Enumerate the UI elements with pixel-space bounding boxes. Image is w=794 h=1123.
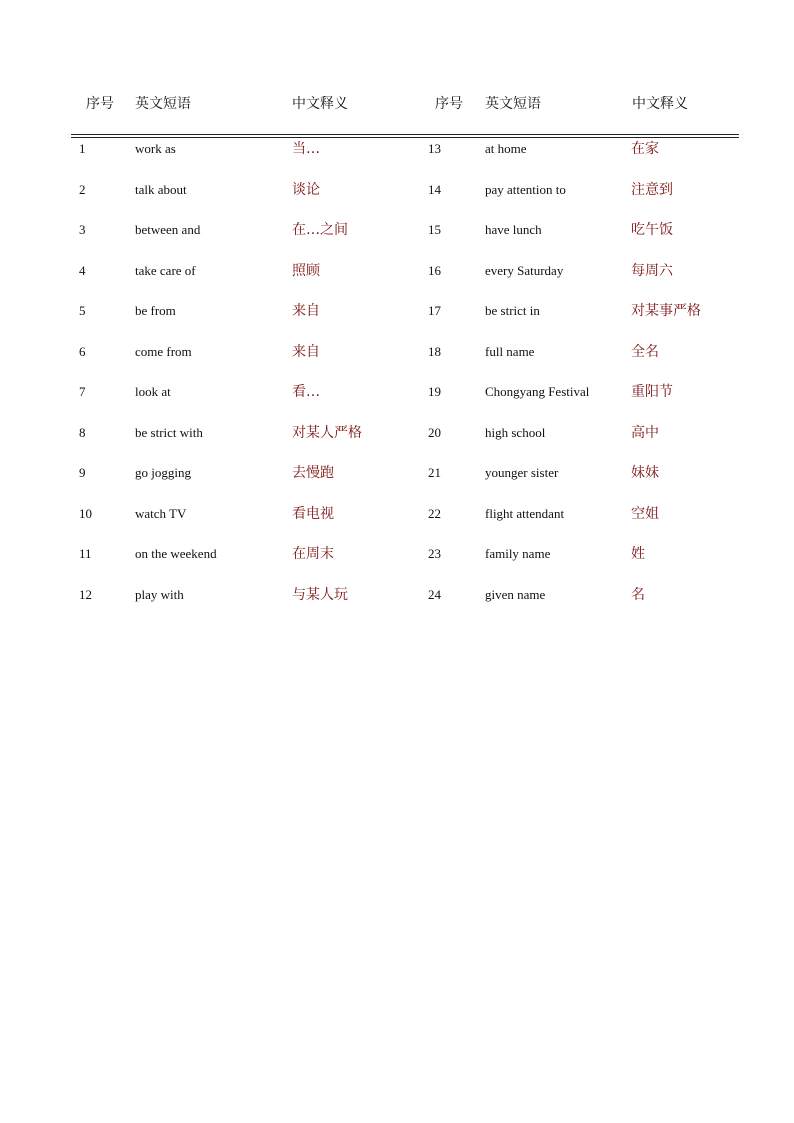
row-english-right: full name	[485, 343, 535, 359]
header-number-left: 序号	[86, 96, 114, 112]
header-number-right: 序号	[435, 96, 463, 112]
row-english-left: between and	[135, 222, 201, 237]
row-chinese-right: 高中	[631, 424, 659, 441]
row-english-right: every Saturday	[485, 262, 564, 278]
row-number-right: 18	[428, 343, 441, 359]
row-number-left: 11	[79, 546, 92, 561]
table-row	[0, 422, 794, 462]
row-number-left: 6	[79, 343, 86, 359]
row-number-right: 17	[428, 303, 441, 318]
row-number-right: 15	[428, 222, 441, 237]
row-number-right: 21	[428, 465, 441, 480]
row-english-right: flight attendant	[485, 505, 565, 521]
row-number-left: 12	[79, 586, 92, 602]
row-chinese-left: 来自	[292, 343, 320, 360]
header-chinese-right: 中文释义	[632, 96, 688, 112]
row-english-right: be strict in	[485, 303, 540, 318]
table-row	[0, 300, 794, 340]
row-chinese-left: 在…之间	[292, 222, 348, 238]
row-english-left: on the weekend	[135, 546, 217, 561]
row-number-right: 23	[428, 546, 441, 561]
row-number-left: 7	[79, 384, 86, 399]
row-chinese-left: 在周末	[292, 546, 334, 562]
row-chinese-right: 姓	[631, 546, 645, 562]
table-row	[0, 219, 794, 259]
row-chinese-left: 与某人玩	[292, 586, 348, 603]
header-rule-top	[71, 134, 739, 135]
row-chinese-right: 空姐	[631, 505, 659, 522]
table-row	[0, 138, 794, 178]
row-english-right: high school	[485, 424, 546, 440]
table-row	[0, 543, 794, 583]
row-chinese-right: 妹妹	[631, 465, 659, 481]
row-english-left: play with	[135, 586, 184, 602]
row-english-right: family name	[485, 546, 551, 561]
row-chinese-left: 来自	[292, 303, 320, 319]
row-chinese-left: 照顾	[292, 262, 320, 279]
row-english-left: work as	[135, 141, 176, 156]
row-chinese-left: 看电视	[292, 505, 334, 522]
row-english-left: watch TV	[135, 505, 187, 521]
row-chinese-left: 对某人严格	[292, 424, 362, 441]
row-english-right: Chongyang Festival	[485, 384, 590, 399]
row-english-left: be strict with	[135, 424, 203, 440]
table-row	[0, 260, 794, 300]
row-number-right: 14	[428, 181, 441, 197]
row-number-left: 10	[79, 505, 92, 521]
table-row	[0, 462, 794, 502]
row-number-left: 4	[79, 262, 86, 278]
table-row	[0, 179, 794, 219]
row-number-right: 16	[428, 262, 441, 278]
row-english-right: have lunch	[485, 222, 542, 237]
row-chinese-right: 注意到	[631, 181, 673, 198]
row-number-right: 20	[428, 424, 441, 440]
row-number-left: 9	[79, 465, 86, 480]
row-number-left: 3	[79, 222, 86, 237]
row-chinese-right: 在家	[631, 141, 659, 157]
table-header	[0, 92, 794, 116]
row-number-right: 19	[428, 384, 441, 399]
header-english-right: 英文短语	[485, 96, 541, 112]
row-chinese-left: 去慢跑	[292, 465, 334, 481]
row-english-left: go jogging	[135, 465, 191, 480]
row-chinese-right: 名	[631, 586, 645, 603]
row-number-right: 22	[428, 505, 441, 521]
row-english-left: take care of	[135, 262, 196, 278]
row-english-right: pay attention to	[485, 181, 566, 197]
row-english-right: given name	[485, 586, 546, 602]
row-english-right: at home	[485, 141, 527, 156]
row-english-left: come from	[135, 343, 192, 359]
row-number-left: 1	[79, 141, 86, 156]
table-row	[0, 503, 794, 543]
table-row	[0, 584, 794, 624]
row-chinese-right: 吃午饭	[631, 222, 673, 238]
row-chinese-left: 当…	[292, 141, 320, 157]
row-number-left: 8	[79, 424, 86, 440]
row-english-right: younger sister	[485, 465, 559, 480]
row-number-right: 13	[428, 141, 441, 156]
row-chinese-left: 谈论	[292, 181, 320, 198]
table-row	[0, 381, 794, 421]
header-chinese-left: 中文释义	[292, 96, 348, 112]
row-chinese-right: 重阳节	[631, 384, 673, 400]
row-number-left: 2	[79, 181, 86, 197]
row-chinese-right: 全名	[631, 343, 659, 360]
row-english-left: look at	[135, 384, 171, 399]
table-row	[0, 341, 794, 381]
row-chinese-right: 对某事严格	[631, 303, 701, 319]
row-chinese-left: 看…	[292, 384, 320, 400]
row-number-right: 24	[428, 586, 441, 602]
header-english-left: 英文短语	[135, 96, 191, 112]
row-english-left: talk about	[135, 181, 187, 197]
row-chinese-right: 每周六	[631, 262, 673, 279]
row-english-left: be from	[135, 303, 176, 318]
row-number-left: 5	[79, 303, 86, 318]
